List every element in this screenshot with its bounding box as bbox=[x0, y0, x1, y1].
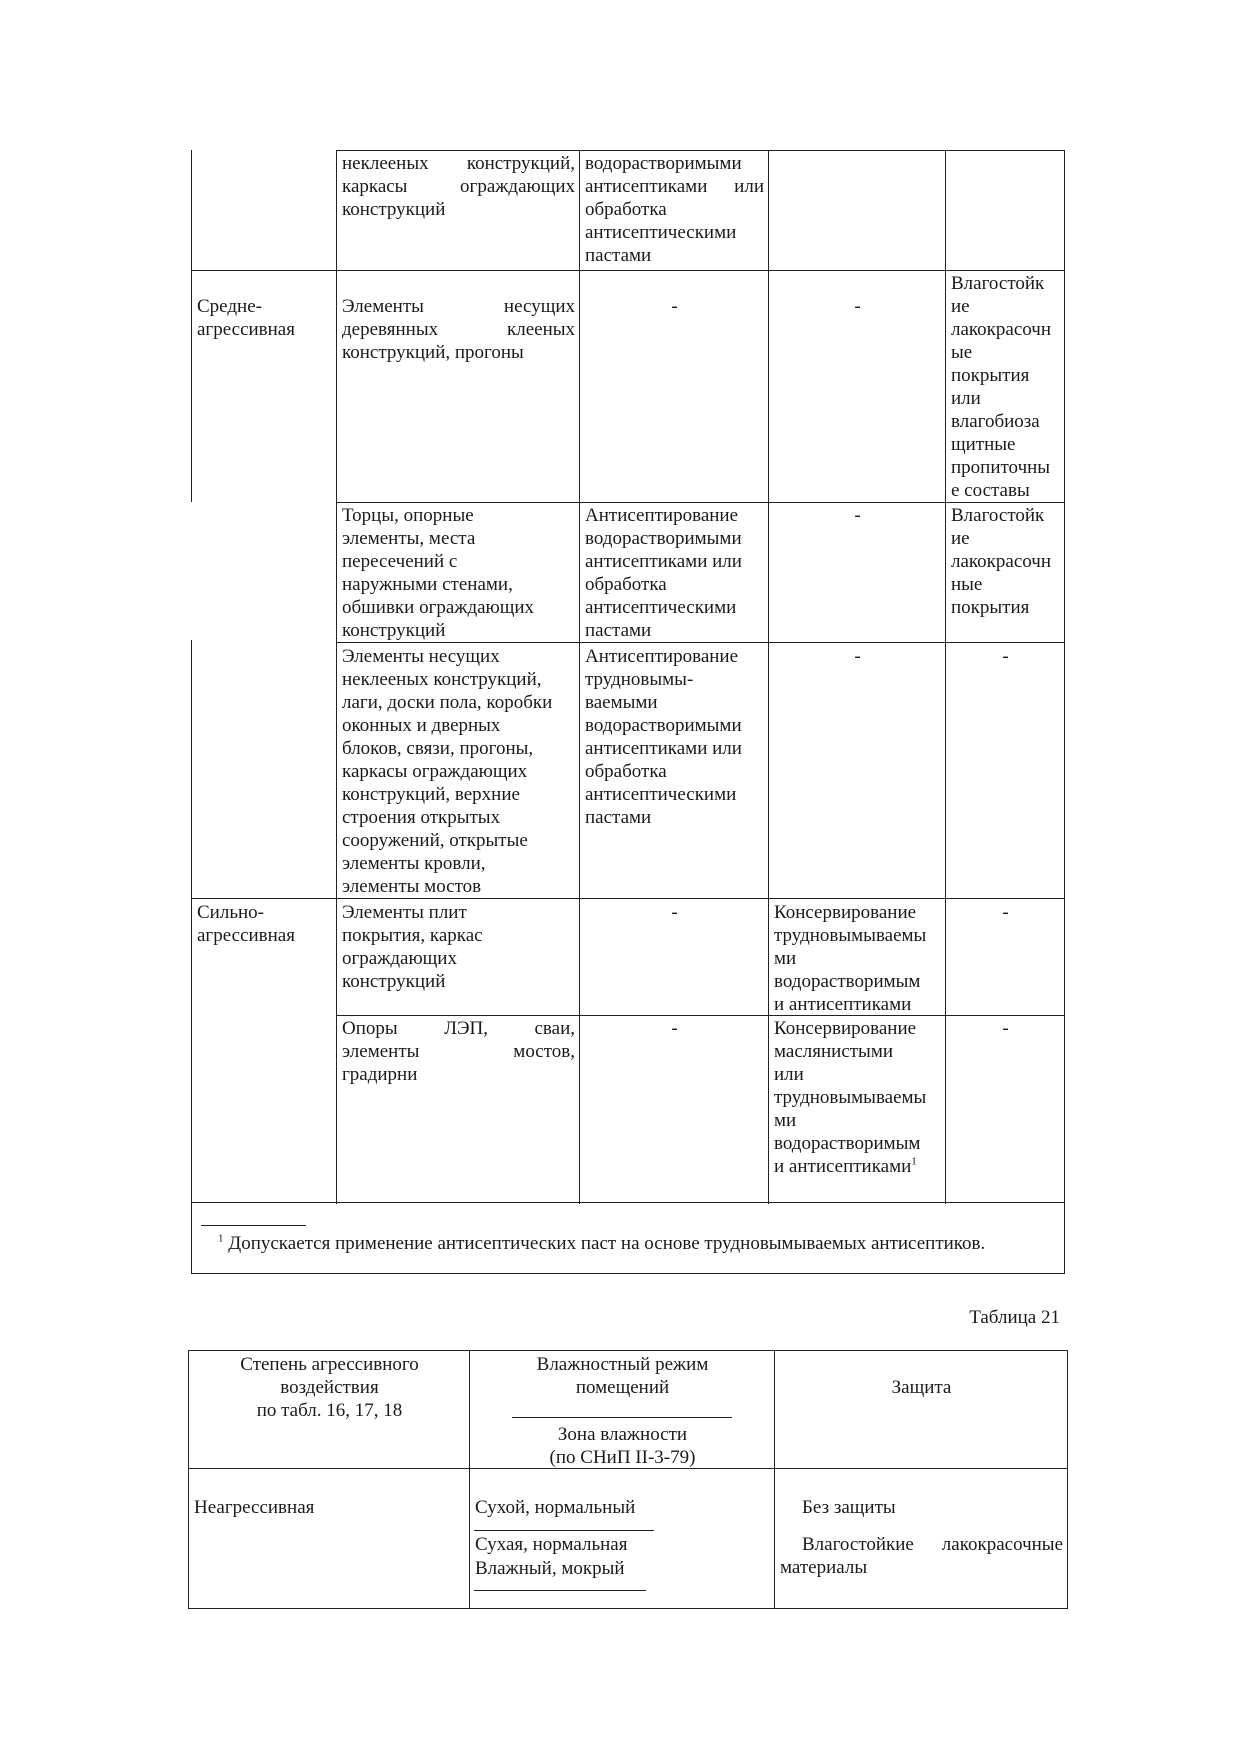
t21-protection-2: Влагостойкие лакокрасочные материалы bbox=[780, 1534, 1063, 1578]
t21-regime-fraction-line-2 bbox=[474, 1590, 646, 1591]
table-border-right bbox=[1064, 150, 1065, 1274]
row-divider-1 bbox=[191, 270, 1064, 271]
row0-element: неклееных конструкций, каркасы ограждающих конструкций bbox=[342, 153, 575, 220]
row1-col4: - bbox=[854, 296, 861, 317]
row-divider-2 bbox=[336, 502, 1064, 503]
table-caption: Таблица 21 bbox=[969, 1307, 1060, 1328]
row1-col5: Влагостойк ие лакокрасочн ые покрытия или влагобиоза щитные пропиточны е составы bbox=[951, 273, 1052, 501]
table-border-top bbox=[336, 150, 1064, 151]
row5-element: Опоры ЛЭП, сваи, элементы мостов, градирни bbox=[342, 1018, 575, 1085]
table-border-left-seg1 bbox=[191, 150, 192, 270]
t21-border-bottom bbox=[188, 1608, 1067, 1609]
row-divider-5 bbox=[336, 1015, 1064, 1016]
row1-element: Элементы несущих деревянных клееных конструкций, прогоны bbox=[342, 296, 575, 363]
t21-regime-fraction-line-1 bbox=[474, 1530, 654, 1531]
t21-regime-2: Влажный, мокрый bbox=[475, 1558, 625, 1579]
table-col-divider-4 bbox=[945, 150, 946, 1204]
row4-col3: - bbox=[671, 902, 678, 923]
t21-header-fraction-line bbox=[512, 1417, 732, 1418]
row5-col3: - bbox=[671, 1018, 678, 1039]
row0-col3: водорастворимыми антисептиками или обработка антисептическими пастами bbox=[585, 153, 764, 266]
row-divider-6 bbox=[191, 1202, 1064, 1203]
t21-col-divider-1 bbox=[469, 1350, 470, 1609]
row1-degree: Средне- агрессивная bbox=[197, 296, 295, 340]
t21-regime-1: Сухой, нормальный bbox=[475, 1497, 636, 1518]
table-border-left-seg2 bbox=[191, 270, 192, 502]
footnote-ref: 1 bbox=[911, 1155, 917, 1168]
t21-border-top bbox=[188, 1350, 1067, 1351]
t21-header-degree: Степень агрессивного воздействия по табл. 16, 17, 18 bbox=[240, 1354, 419, 1421]
row2-col5: Влагостойк ие лакокрасочн ные покрытия bbox=[951, 505, 1052, 618]
row4-degree: Сильно- агрессивная bbox=[197, 902, 295, 946]
row4-element: Элементы плит покрытия, каркас ограждающих конструкций bbox=[342, 902, 483, 992]
row1-col3: - bbox=[671, 296, 678, 317]
t21-col-divider-2 bbox=[774, 1350, 775, 1609]
t21-degree: Неагрессивная bbox=[194, 1497, 315, 1518]
table-col-divider-2 bbox=[579, 150, 580, 1204]
footnote-mark: 1 bbox=[218, 1232, 224, 1245]
t21-header-regime: Влажностный режим помещений bbox=[536, 1354, 709, 1398]
row-divider-3 bbox=[336, 642, 1064, 643]
row5-col4: Консервирование маслянистыми или трудновымываемы ми водорастворимым и антисептиками$^1$ bbox=[774, 1018, 927, 1177]
row5-col5: - bbox=[1002, 1018, 1009, 1039]
row3-col5: - bbox=[1002, 646, 1009, 667]
table-border-left-seg4 bbox=[191, 898, 192, 1274]
t21-border-right bbox=[1067, 1350, 1068, 1609]
t21-zone-1: Сухая, нормальная bbox=[475, 1534, 628, 1555]
table-col-divider-3 bbox=[768, 150, 769, 1204]
row2-element: Торцы, опорные элементы, места пересечений с наружными стенами, обшивки ограждающих конструкций bbox=[342, 505, 535, 641]
table-border-left-seg3 bbox=[191, 640, 192, 898]
row2-col4: - bbox=[854, 505, 861, 526]
t21-header-zone: Зона влажности (по СНиП II-3-79) bbox=[549, 1424, 696, 1468]
row3-element: Элементы несущих неклееных конструкций, лаги, доски пола, коробки оконных и дверных блоков, связи, прогоны, каркасы ограждающих конструкций, верхние строения открытых сооружений, открытые элементы кровли, элементы мостов bbox=[342, 646, 553, 897]
t21-border-left bbox=[188, 1350, 189, 1609]
row4-col4: Консервирование трудновымываемы ми водорастворимым и антисептиками bbox=[774, 902, 927, 1015]
t21-header-protection: Защита bbox=[891, 1377, 952, 1398]
row-divider-4 bbox=[191, 898, 1064, 899]
row3-col3: Антисептирование трудновымы- ваемыми водорастворимыми антисептиками или обработка антисептическими пастами bbox=[585, 646, 742, 828]
row4-col5: - bbox=[1002, 902, 1009, 923]
t21-protection-1: Без защиты bbox=[802, 1497, 896, 1518]
table-col-divider-1 bbox=[336, 150, 337, 1204]
row2-col3: Антисептирование водорастворимыми антисептиками или обработка антисептическими пастами bbox=[585, 505, 742, 641]
row3-col4: - bbox=[854, 646, 861, 667]
footnote-rule bbox=[201, 1225, 306, 1226]
table-border-bottom bbox=[191, 1273, 1064, 1274]
footnote-text: Допускается применение антисептических паст на основе трудновымываемых антисептиков. bbox=[228, 1233, 986, 1254]
footnote bbox=[218, 1232, 985, 1255]
